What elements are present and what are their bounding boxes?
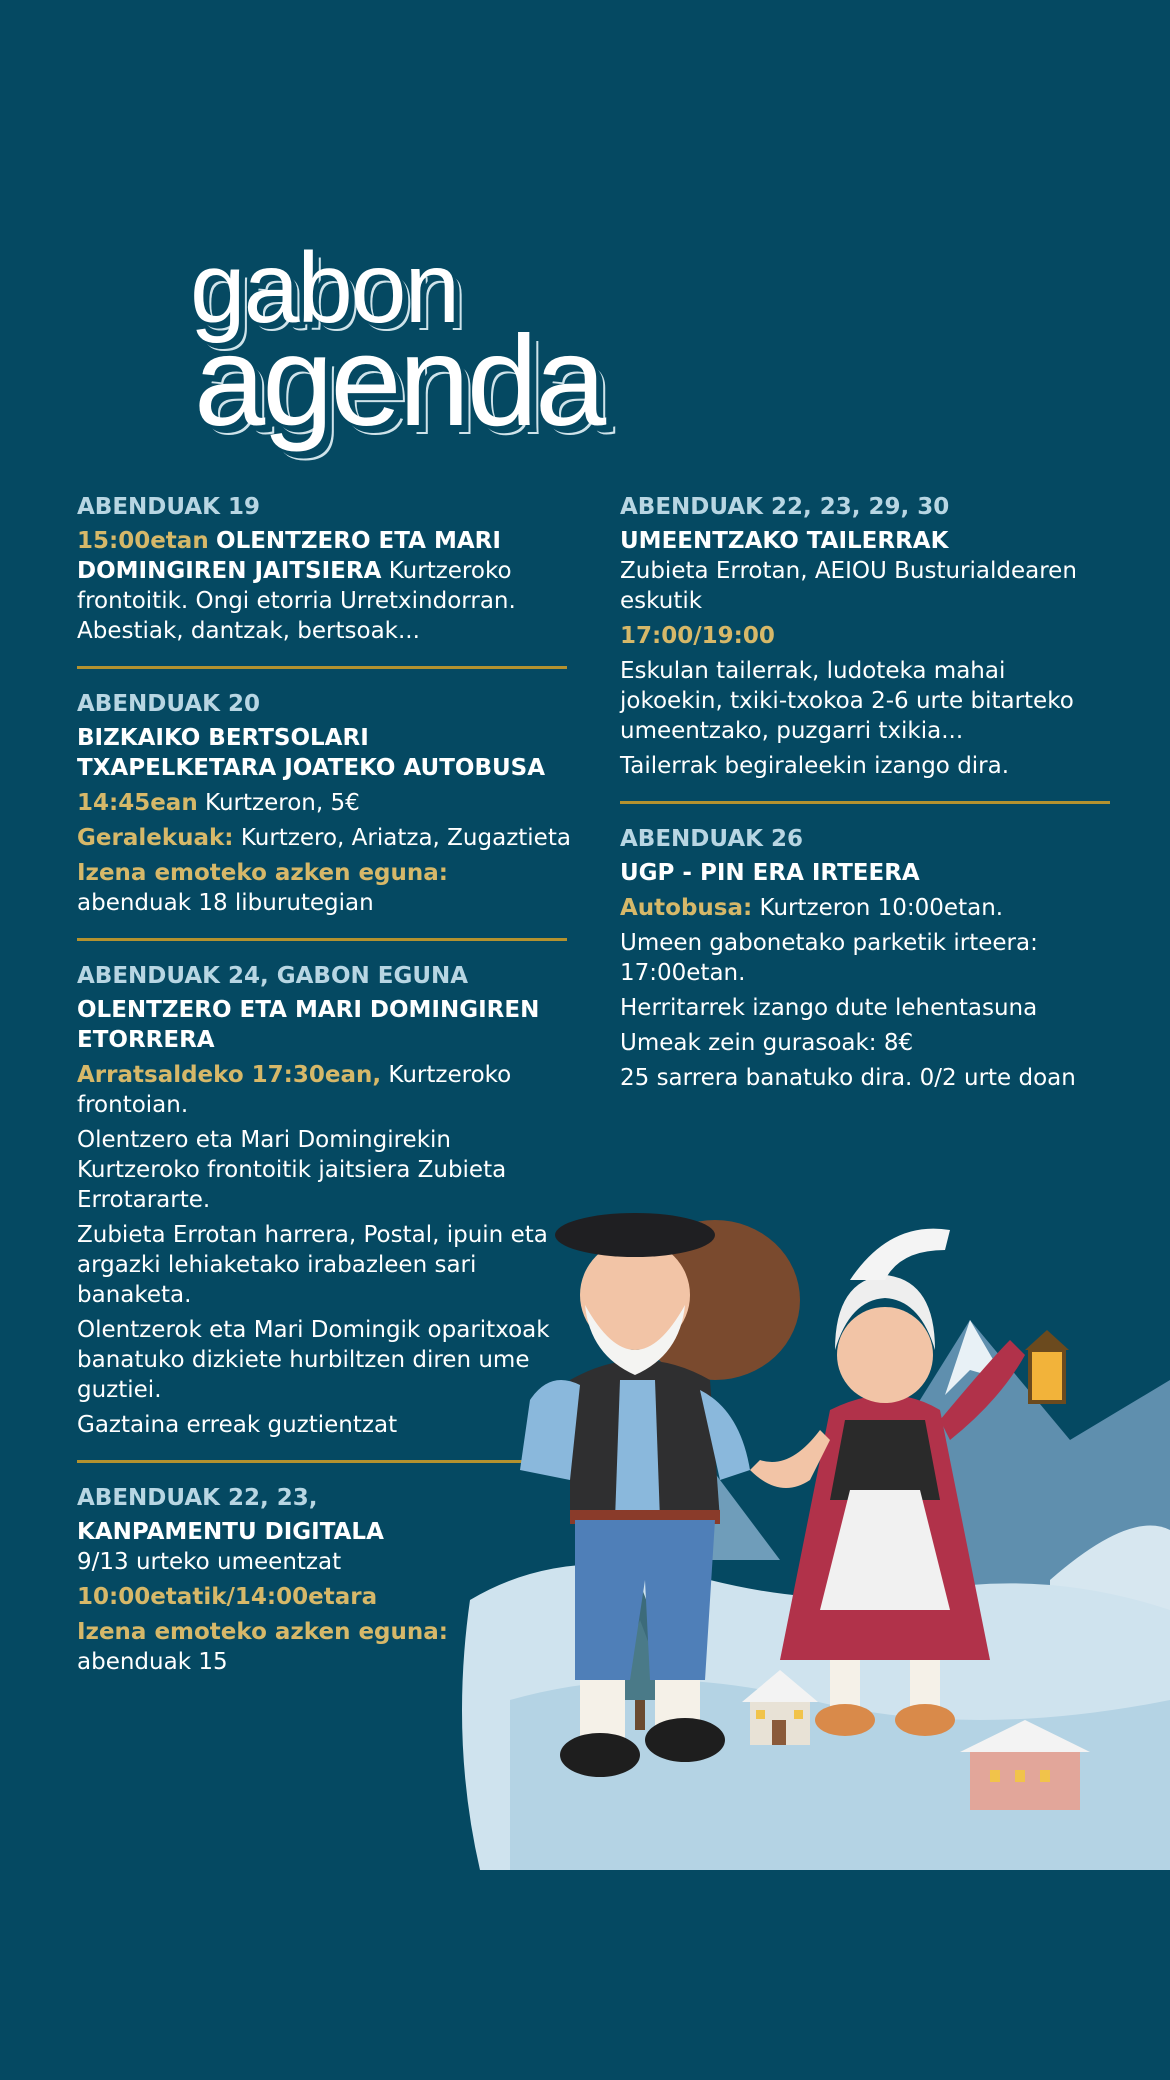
olentzero-mari-domingi-illustration-icon <box>450 1180 1170 1880</box>
deadline-text: abenduak 15 <box>77 1649 228 1675</box>
deadline-text: abenduak 18 liburutegian <box>77 890 374 916</box>
event-time: 14:45ean <box>77 790 198 816</box>
event-body <box>77 526 572 646</box>
event-abenduak-22-23-29-30 <box>620 492 1115 781</box>
event-paragraph: Herritarrek izango dute lehentasuna <box>620 995 1038 1021</box>
divider <box>620 801 1110 804</box>
deadline-label: Izena emoteko azken eguna: <box>77 860 448 886</box>
event-paragraph: Zubieta Errotan harrera, Postal, ipuin eta argazki lehiaketako irabazleen sari banaketa. <box>77 1222 548 1308</box>
stops-text: Kurtzero, Ariatza, Zugaztieta <box>240 825 571 851</box>
event-paragraph: Eskulan tailerrak, ludoteka mahai jokoekin, txiki-txokoa 2-6 urte bitarteko umeentzako, puzgarri txikia... <box>620 658 1074 744</box>
event-time-line <box>77 1060 572 1120</box>
event-text: 9/13 urteko umeentzat <box>77 1549 342 1575</box>
event-stops <box>77 823 572 853</box>
event-time: 10:00etatik/14:00etara <box>77 1584 378 1610</box>
event-title: KANPAMENTU DIGITALA <box>77 1519 384 1545</box>
event-title: UGP - PIN ERA IRTEERA <box>620 860 920 886</box>
event-date: ABENDUAK 19 <box>77 494 260 520</box>
divider <box>77 666 567 669</box>
event-date: ABENDUAK 22, 23, <box>77 1485 318 1511</box>
event-abenduak-20 <box>77 689 572 918</box>
event-paragraph: Umeen gabonetako parketik irteera: 17:00etan. <box>620 930 1038 986</box>
event-date: ABENDUAK 24, GABON EGUNA <box>77 963 469 989</box>
right-column <box>620 492 1115 1093</box>
deadline-label: Izena emoteko azken eguna: <box>77 1619 448 1645</box>
event-paragraph: Olentzero eta Mari Domingirekin Kurtzeroko frontoitik jaitsiera Zubieta Errotararte. <box>77 1127 507 1213</box>
event-time-line <box>77 788 572 818</box>
event-time: 15:00etan <box>77 528 209 554</box>
event-time: Arratsaldeko 17:30ean, <box>77 1062 382 1088</box>
event-abenduak-19 <box>77 492 572 646</box>
event-paragraph: Olentzerok eta Mari Domingik oparitxoak banatuko dizkiete hurbiltzen diren ume guztiei. <box>77 1317 550 1403</box>
event-abenduak-26 <box>620 824 1115 1093</box>
event-time-text: Kurtzeroko frontoian. <box>77 1062 512 1118</box>
event-date: ABENDUAK 20 <box>77 691 260 717</box>
event-bus <box>620 893 1115 923</box>
event-title: OLENTZERO ETA MARI DOMINGIREN ETORRERA <box>77 997 540 1053</box>
bus-label: Autobusa: <box>620 895 753 921</box>
event-title: UMEENTZAKO TAILERRAK <box>620 528 949 554</box>
event-paragraph: Gaztaina erreak guztientzat <box>77 1412 398 1438</box>
event-text: Zubieta Errotan, AEIOU Busturialdearen eskutik <box>620 558 1077 614</box>
event-title: BIZKAIKO BERTSOLARI TXAPELKETARA JOATEKO AUTOBUSA <box>77 725 546 781</box>
event-deadline <box>77 858 572 918</box>
stops-label: Geralekuak: <box>77 825 234 851</box>
event-text: Kurtzeroko frontoitik. Ongi etorria Urretxindorran. Abestiak, dantzak, bertsoak... <box>77 558 516 644</box>
event-date: ABENDUAK 22, 23, 29, 30 <box>620 494 950 520</box>
event-paragraph: Tailerrak begiraleekin izango dira. <box>620 753 1010 779</box>
divider <box>77 938 567 941</box>
event-paragraph: Umeak zein gurasoak: 8€ <box>620 1030 914 1056</box>
event-time: 17:00/19:00 <box>620 623 775 649</box>
event-date: ABENDUAK 26 <box>620 826 803 852</box>
bus-text: Kurtzeron 10:00etan. <box>759 895 1004 921</box>
event-paragraph: 25 sarrera banatuko dira. 0/2 urte doan <box>620 1065 1076 1091</box>
title-line-1: gabon <box>190 232 459 344</box>
event-title: OLENTZERO ETA MARI DOMINGIREN JAITSIERA <box>77 528 501 584</box>
event-time-text: Kurtzeron, 5€ <box>205 790 360 816</box>
title-line-2: agenda <box>194 310 604 453</box>
